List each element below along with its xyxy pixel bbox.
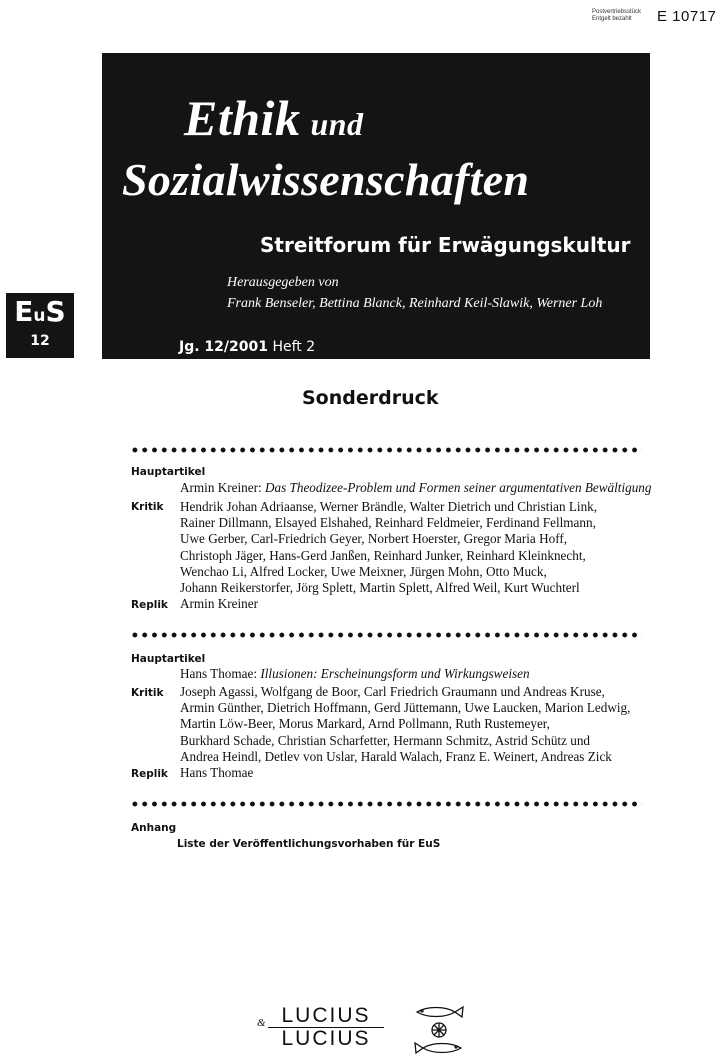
volume: Jg. 12/2001 xyxy=(179,339,268,355)
eus-logo-e: E xyxy=(14,295,34,328)
eus-logo xyxy=(6,293,74,358)
postal-notice xyxy=(592,9,641,23)
postal-code: E 10717 xyxy=(657,8,717,25)
kritik-line: Christoph Jäger, Hans-Gerd Janßen, Reinhard Junker, Reinhard Kleinknecht, xyxy=(180,547,586,563)
dotted-divider-2 xyxy=(130,632,642,638)
publisher-ampersand: & xyxy=(257,1017,266,1029)
eus-logo-u: u xyxy=(33,306,46,326)
kritik-line: Hendrik Johan Adriaanse, Werner Brändle, Walter Dietrich und Christian Link, xyxy=(180,499,598,514)
postal-line-2: Entgelt bezahlt xyxy=(592,16,632,22)
eus-logo-letters xyxy=(6,297,74,331)
fish-wheel-icon xyxy=(413,1005,465,1055)
section1-hauptartikel-label: Hauptartikel xyxy=(131,466,206,478)
publisher-name-1: LUCIUS xyxy=(281,1004,371,1027)
section1-main-article xyxy=(180,480,652,496)
editors-label: Herausgegeben von xyxy=(227,275,339,290)
eus-logo-s: S xyxy=(45,295,66,328)
section2-replik-label: Replik xyxy=(131,768,168,780)
kritik-line: Johann Reikerstorfer, Jörg Splett, Martin Splett, Alfred Weil, Kurt Wuchterl xyxy=(180,580,580,596)
section2-hauptartikel-label: Hauptartikel xyxy=(131,653,206,665)
kritik-line: Armin Günther, Dietrich Hoffmann, Gerd Jüttemann, Uwe Laucken, Marion Ledwig, xyxy=(180,700,631,716)
title-line-2: Sozialwissenschaften xyxy=(122,154,530,205)
section2-kritik-label: Kritik xyxy=(131,687,164,699)
issue-info xyxy=(179,339,315,355)
section1-author: Armin Kreiner: xyxy=(180,480,262,495)
editors: Frank Benseler, Bettina Blanck, Reinhard Keil-Slawik, Werner Loh xyxy=(227,296,603,311)
section1-kritik-label: Kritik xyxy=(131,501,164,513)
journal-subtitle: Streitforum für Erwägungskultur xyxy=(260,233,631,257)
section2-author: Hans Thomae: xyxy=(180,666,258,681)
postal-line-1: Postvertriebsstück xyxy=(592,9,642,15)
publisher-logo xyxy=(268,1005,384,1050)
section1-article-title: Das Theodizee-Problem und Formen seiner argumentativen Bewältigung xyxy=(264,480,652,495)
kritik-line: Burkhard Schade, Christian Scharfetter, Hermann Schmitz, Astrid Schütz und xyxy=(180,732,591,748)
kritik-line: Andrea Heindl, Detlev von Uslar, Harald Walach, Franz E. Weinert, Andreas Zick xyxy=(180,748,612,764)
issue-number: Heft 2 xyxy=(272,339,316,355)
section2-kritik-list xyxy=(180,684,630,765)
section2-main-article xyxy=(180,666,530,682)
anhang-item: Liste der Veröffentlichungsvorhaben für EuS xyxy=(177,838,441,850)
kritik-line: Wenchao Li, Alfred Locker, Uwe Meixner, Jürgen Mohn, Otto Muck, xyxy=(180,563,547,579)
kritik-line: Joseph Agassi, Wolfgang de Boor, Carl Friedrich Graumann und Andreas Kruse, xyxy=(180,684,605,699)
section1-kritik-list xyxy=(180,499,597,596)
section2-replik: Hans Thomae xyxy=(180,765,254,780)
publisher-name-2: LUCIUS xyxy=(268,1027,384,1050)
section1-replik-label: Replik xyxy=(131,599,168,611)
section2-article-title: Illusionen: Erscheinungsform und Wirkungsweisen xyxy=(260,666,530,681)
title-word-ethik: Ethik xyxy=(184,90,301,146)
section1-replik: Armin Kreiner xyxy=(180,596,258,611)
anhang-label: Anhang xyxy=(131,822,177,834)
eus-logo-number: 12 xyxy=(30,333,50,349)
kritik-line: Rainer Dillmann, Elsayed Elshahed, Reinhard Feldmeier, Ferdinand Fellmann, xyxy=(180,515,596,531)
sonderdruck-heading: Sonderdruck xyxy=(302,387,439,409)
dotted-divider-1 xyxy=(130,447,642,453)
dotted-divider-3 xyxy=(130,801,642,807)
masthead xyxy=(102,53,650,359)
title-word-und: und xyxy=(310,106,364,142)
title-line-1 xyxy=(184,91,364,151)
kritik-line: Martin Löw-Beer, Morus Markard, Arnd Pollmann, Ruth Rustemeyer, xyxy=(180,716,550,732)
kritik-line: Uwe Gerber, Carl-Friedrich Geyer, Norbert Hoerster, Gregor Maria Hoff, xyxy=(180,531,568,547)
